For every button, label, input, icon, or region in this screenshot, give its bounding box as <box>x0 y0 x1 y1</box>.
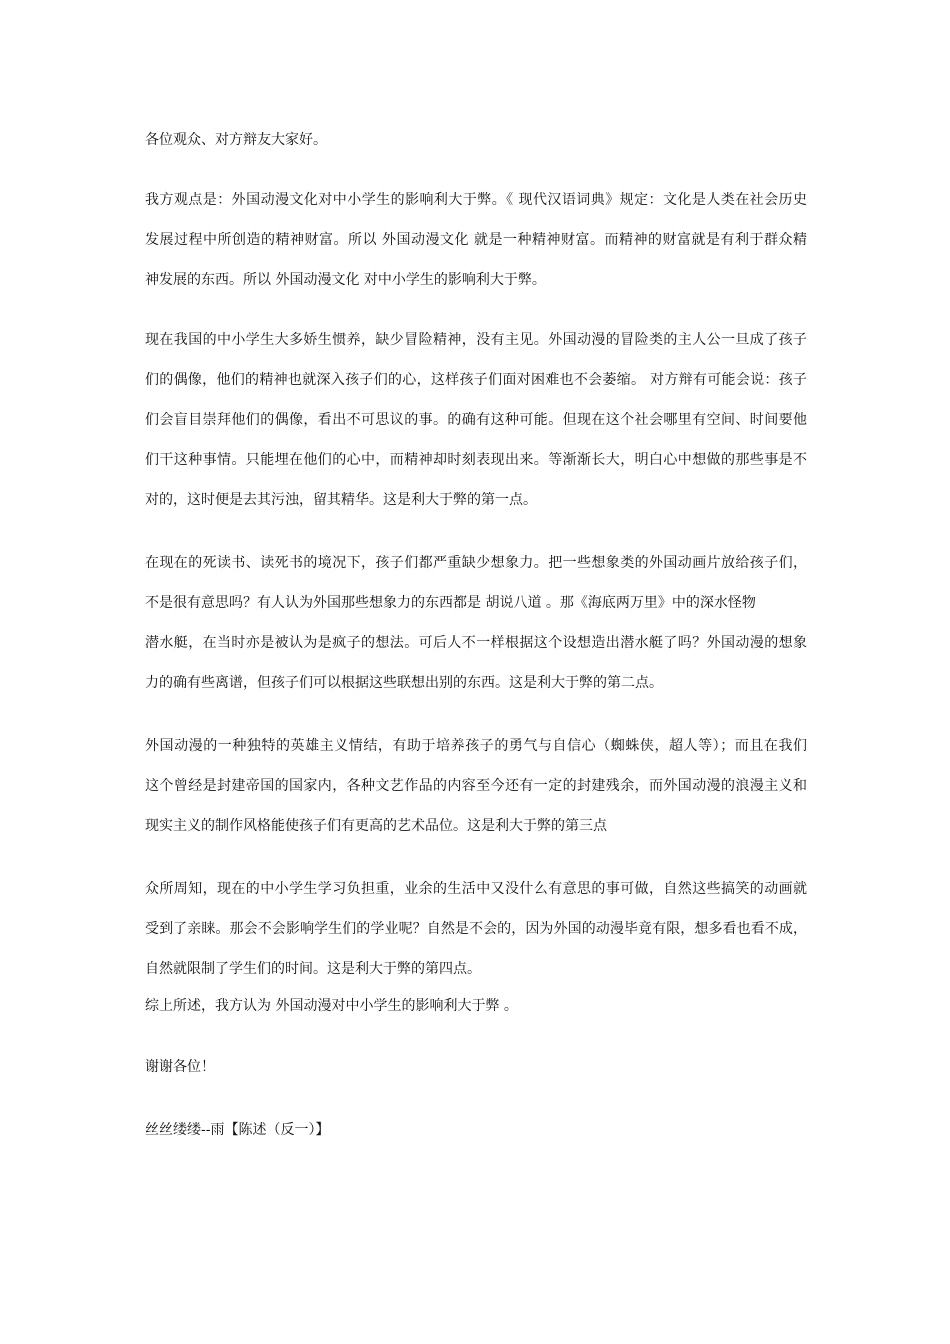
paragraph-5-line-2: 受到了亲睐。那会不会影响学生们的学业呢？自然是不会的，因为外国的动漫毕竟有限，想多看也看不成， <box>145 921 807 937</box>
paragraph-2-line-4: 们干这种事情。只能埋在他们的心中，而精神却时刻表现出来。等渐渐长大，明白心中想做的那些事是不 <box>145 452 807 468</box>
paragraph-2-line-3: 们会盲目崇拜他们的偶像，看出不可思议的事。的确有这种可能。但现在这个社会哪里有空间、时间要他 <box>145 412 807 428</box>
thanks-line: 谢谢各位！ <box>145 1059 215 1075</box>
paragraph-1-line-2: 发展过程中所创造的精神财富。所以 外国动漫文化 就是一种精神财富。而精神的财富就是有利于群众精 <box>145 232 807 248</box>
paragraph-2-line-5: 对的，这时便是去其污浊，留其精华。这是利大于弊的第一点。 <box>145 492 537 508</box>
paragraph-2-line-2: 们的偶像，他们的精神也就深入孩子们的心，这样孩子们面对困难也不会萎缩。 对方辩有可能会说：孩子 <box>145 372 807 388</box>
paragraph-3-line-2: 不是很有意思吗？有人认为外国那些想象力的东西都是 胡说八道 。那《海底两万里》中的深水怪物 <box>145 595 756 611</box>
signature-line: 丝丝缕缕--雨【陈述（反一）】 <box>145 1122 330 1138</box>
paragraph-1-line-3: 神发展的东西。所以 外国动漫文化 对中小学生的影响利大于弊。 <box>145 272 546 288</box>
paragraph-2-line-1: 现在我国的中小学生大多娇生惯养，缺少冒险精神，没有主见。外国动漫的冒险类的主人公一旦成了孩子 <box>145 332 807 348</box>
greeting-line: 各位观众、对方辩友大家好。 <box>145 132 327 148</box>
paragraph-3-line-3: 潜水艇，在当时亦是被认为是疯子的想法。可后人不一样根据这个设想造出潜水艇了吗？外国动漫的想象 <box>145 635 807 651</box>
paragraph-1-line-1: 我方观点是：外国动漫文化对中小学生的影响利大于弊。《 现代汉语词典》规定：文化是人类在社会历史 <box>145 192 807 208</box>
paragraph-4-line-1: 外国动漫的一种独特的英雄主义情结，有助于培养孩子的勇气与自信心（蜘蛛侠，超人等）；而且在我们 <box>145 738 807 754</box>
paragraph-4-line-3: 现实主义的制作风格能使孩子们有更高的艺术品位。这是利大于弊的第三点 <box>145 818 607 834</box>
conclusion-line: 综上所述，我方认为 外国动漫对中小学生的影响利大于弊 。 <box>145 998 518 1014</box>
paragraph-5-line-1: 众所周知，现在的中小学生学习负担重，业余的生活中又没什么有意思的事可做，自然这些搞笑的动画就 <box>145 881 807 897</box>
paragraph-3-line-1: 在现在的死读书、读死书的境况下，孩子们都严重缺少想象力。把一些想象类的外国动画片放给孩子们， <box>145 555 807 571</box>
paragraph-3-line-4: 力的确有些离谱，但孩子们可以根据这些联想出别的东西。这是利大于弊的第二点。 <box>145 675 663 691</box>
paragraph-4-line-2: 这个曾经是封建帝国的国家内，各种文艺作品的内容至今还有一定的封建残余，而外国动漫的浪漫主义和 <box>145 778 807 794</box>
paragraph-5-line-3: 自然就限制了学生们的时间。这是利大于弊的第四点。 <box>145 961 481 977</box>
